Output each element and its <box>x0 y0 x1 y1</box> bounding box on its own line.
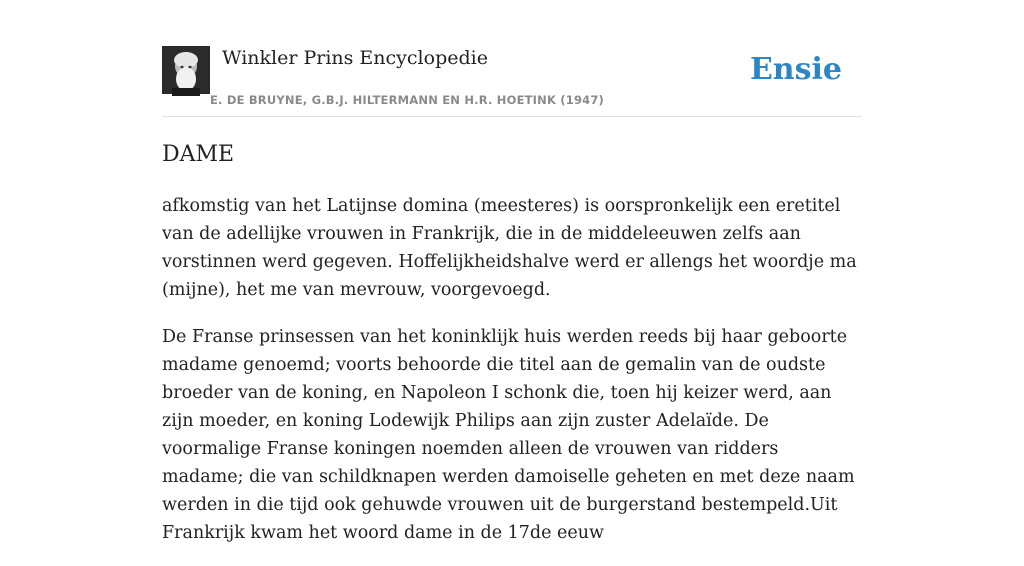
header <box>162 46 862 117</box>
paragraph-1: afkomstig van het Latijnse domina (meesteres) is oorspronkelijk een eretitel van de adellijke vrouwen in Frankrijk, die in de middeleeuwen zelfs aan vorstinnen werd gegeven. Hoffelijkheidshalve werd er allengs het woordje ma (mijne), het me van mevrouw, voorgevoegd. <box>162 196 857 300</box>
publication-title[interactable]: Winkler Prins Encyclopedie <box>222 47 488 69</box>
authors-line: E. DE BRUYNE, G.B.J. HILTERMANN EN H.R. HOETINK (1947) <box>210 93 605 107</box>
paragraph-2: De Franse prinsessen van het koninklijk huis werden reeds bij haar geboorte madame genoemd; voorts behoorde die titel aan de gemalin van de oudste broeder van de koning, en Napoleon I schonk die, toen hij keizer werd, aan zijn moeder, en koning Lodewijk Philips aan zijn zuster Adelaïde. De voormalige Franse koningen noemden alleen de vrouwen van ridders madame; die van schildknapen werden damoiselle geheten en met deze naam werden in die tijd ook gehuwde vrouwen uit de burgerstand bestempeld.Uit Frankrijk kwam het woord dame in de 17de eeuw <box>162 327 855 543</box>
article-body <box>162 192 862 566</box>
article-title: DAME <box>162 142 235 167</box>
author-avatar <box>162 46 210 94</box>
brand-logo[interactable]: Ensie <box>749 52 842 87</box>
portrait-image <box>162 46 210 94</box>
